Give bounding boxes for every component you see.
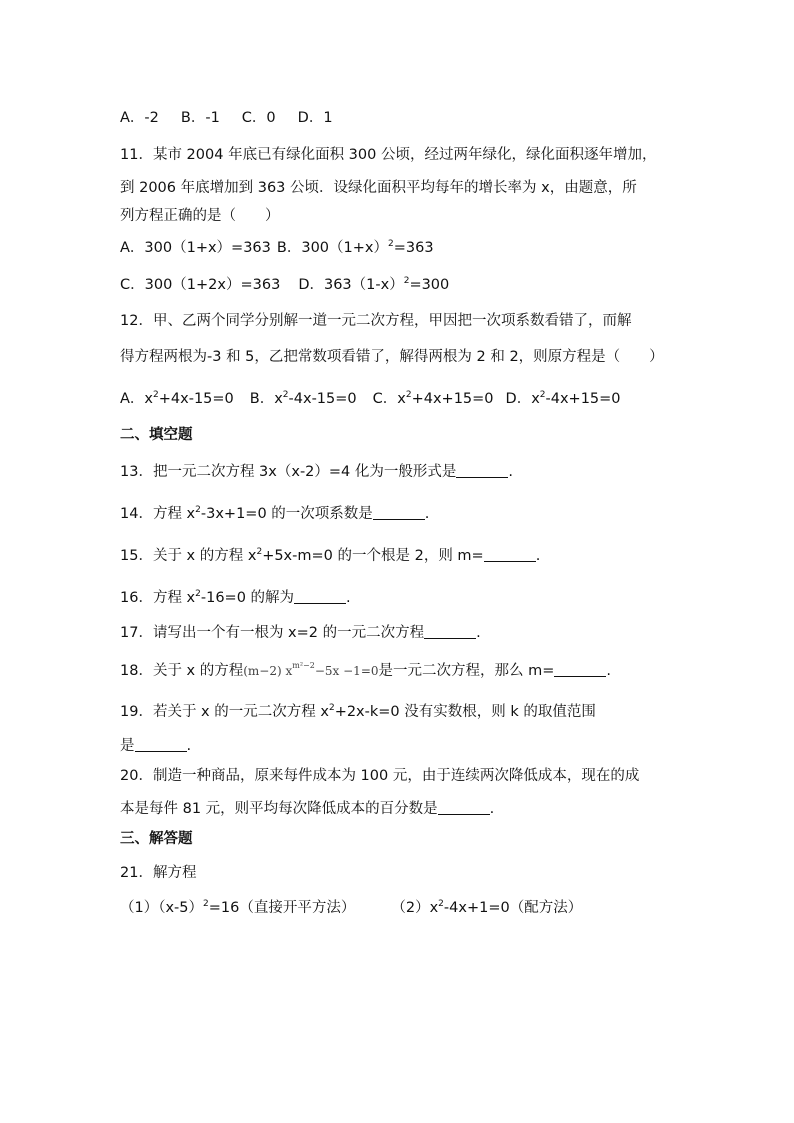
q19-answer-blank[interactable] — [135, 737, 187, 752]
q15-answer-blank[interactable] — [484, 547, 536, 562]
q21-parts — [120, 898, 582, 918]
q10-options — [120, 108, 333, 128]
q11-options-cd — [120, 275, 449, 295]
q20-line-2: 本是每件 81 元，则平均每次降低成本的百分数是 . — [120, 801, 495, 817]
q12-line-1: 12．甲、乙两个同学分别解一道一元二次方程，甲因把一次项系数看错了，而解 — [120, 313, 632, 329]
q12-option-a: A．$x^2+4x-15=0$ — [120, 390, 234, 407]
q10-option-d: D．1 — [297, 110, 333, 126]
q11-line-1: 11．某市 2004 年底已有绿化面积 300 公顷，经过两年绿化，绿化面积逐年增加， — [120, 147, 657, 163]
section-heading-fill-in: 二、填空题 — [120, 427, 193, 443]
q10-option-a: A．-2 — [120, 110, 159, 126]
q21-title: 21．解方程 — [120, 865, 197, 881]
q14-answer-blank[interactable] — [373, 505, 425, 520]
q11-options-ab — [120, 238, 434, 258]
q17-answer-blank[interactable] — [424, 624, 476, 639]
q10-option-c: C．0 — [241, 110, 276, 126]
q13-answer-blank[interactable] — [456, 463, 508, 478]
q11-option-b: B．$300(1+x)^2=363$ — [276, 239, 434, 256]
q20-line-1: 20．制造一种商品，原来每件成本为 100 元，由于连续两次降低成本，现在的成 — [120, 768, 640, 784]
q21-part-2: $(2)x^2-4x+1=0$（配方法） — [391, 899, 583, 916]
q16-answer-blank[interactable] — [294, 589, 346, 604]
q18-answer-blank[interactable] — [554, 662, 606, 677]
q16: 16．方程 $x^2-16=0$ 的解为 . — [120, 589, 351, 606]
q12-line-2: 得方程两根为-3 和 5，乙把常数项看错了，解得两根为 2 和 2，则原方程是（ ） — [120, 349, 664, 365]
q12-options — [120, 389, 621, 409]
q11-line-2: 到 2006 年底增加到 363 公顷．设绿化面积平均每年的增长率为 x，由题意，所 — [120, 180, 637, 196]
q15: 15．关于 x 的方程 $x^2+5x-m=0$ 的一个根是 2，则 m= . — [120, 547, 541, 564]
q11-option-a: A．300（1+x）=363 — [120, 240, 271, 256]
q10-option-b: B．-1 — [180, 110, 220, 126]
q13: 13．把一元二次方程 3x（x-2）=4 化为一般形式是 . — [120, 464, 513, 480]
q17: 17．请写出一个有一根为 x=2 的一元二次方程 . — [120, 625, 481, 641]
q12-option-b: B．$x^2-4x-15=0$ — [249, 390, 357, 407]
q11-option-c: C．300（1+2x）=363 — [120, 277, 281, 293]
q21-part-1: $(1)(x-5)^2=16$（直接开平方法） — [120, 899, 356, 916]
q19-line-1: 19．若关于 x 的一元二次方程 $x^2+2x-k=0$ 没有实数根，则 k 的取值范围 — [120, 703, 596, 720]
q18-equation: (m−2) $x^{m^2-2}-5x -1=0$ — [243, 661, 379, 678]
q12-option-d: D．$x^2-4x+15=0$ — [505, 390, 621, 407]
q11-option-d: D．$363(1-x)^2=300$ — [298, 276, 450, 293]
section-heading-solutions: 三、解答题 — [120, 831, 193, 847]
q19-line-2: 是 . — [120, 738, 192, 754]
q18: 18．关于 x 的方程(m−2) $x^{m^2-2}-5x -1=0$是一元二次方程，那么 m= . — [120, 661, 612, 679]
q14: 14．方程 $x^2-3x+1=0$ 的一次项系数是 . — [120, 505, 430, 522]
q20-answer-blank[interactable] — [438, 800, 490, 815]
q12-option-c: C．$x^2+4x+15=0$ — [372, 390, 494, 407]
q11-line-3: 列方程正确的是（ ） — [120, 208, 280, 224]
